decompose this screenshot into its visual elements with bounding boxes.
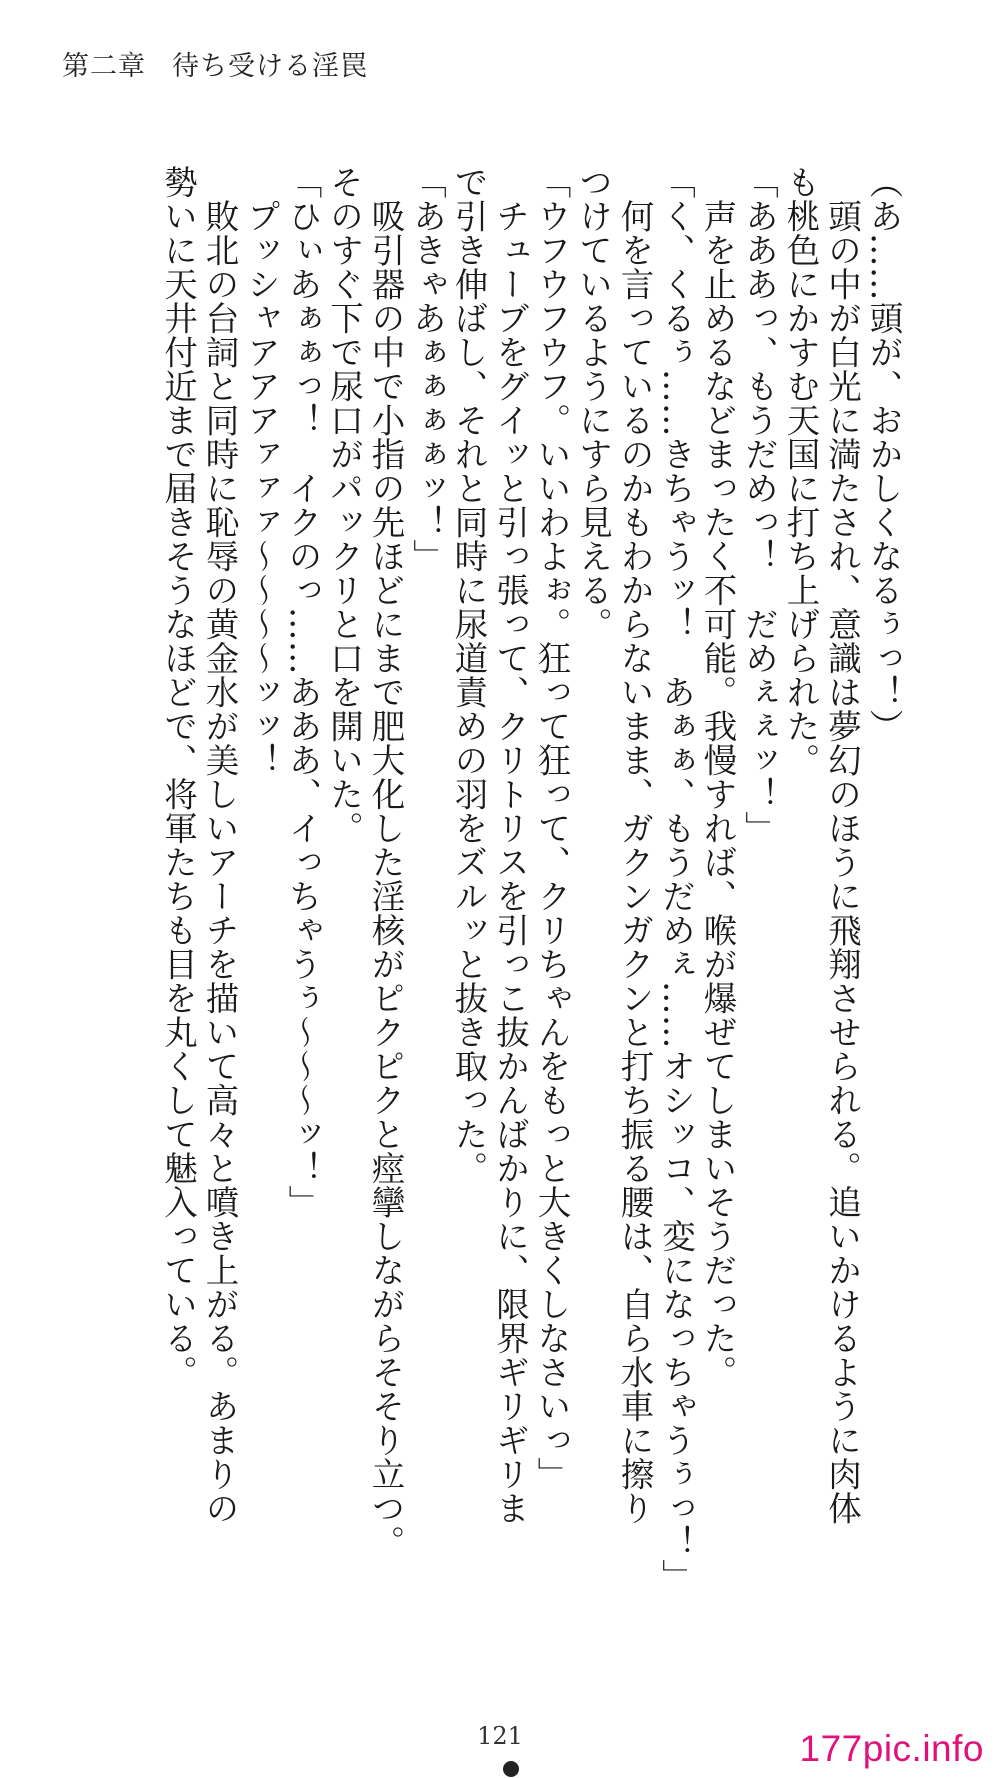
text-line: （あ……頭が、おかしくなるぅっ！） <box>864 165 903 743</box>
text-line: 「ウフウフウフ。いいわよぉ。狂って狂って、クリちゃんをもっと大きくしなさいっ」 <box>532 165 571 1491</box>
text-line: 「ひぃあぁぁっ！ イクのっ……あああ、イっちゃうぅ～～～ッ！」 <box>283 165 322 1219</box>
text-line: そのすぐ下で尿口がパックリと口を開いた。 <box>324 165 364 845</box>
watermark: 177pic.info <box>799 1728 984 1769</box>
text-line: 敗北の台詞と同時に恥辱の黄金水が美しいアーチを描いて高々と噴き上がる。あまりの <box>200 165 239 1525</box>
chapter-title: 待ち受ける淫罠 <box>172 51 368 82</box>
body-text <box>157 165 904 1593</box>
text-line: 何を言っているのかもわからないまま、ガクンガクンと打ち振る腰は、自ら水車に擦り <box>615 165 654 1525</box>
text-line: 「く、くるぅ……きちゃうッ！ あぁぁ、もうだめぇ……オシッコ、変になっちゃうぅっ！」 <box>656 165 696 1593</box>
text-line: チューブをグイッと引っ張って、クリトリスを引っこ抜かんばかりに、限界ギリギリま <box>490 165 530 1525</box>
text-line: つけているようにすら見える。 <box>573 165 613 641</box>
text-line: 「あああっ、もうだめっ！ だめぇぇッ！」 <box>739 165 779 845</box>
text-line: 「あきゃあぁぁぁぁッ！」 <box>407 165 447 573</box>
text-line: で引き伸ばし、それと同時に尿道責めの羽をズルッと抜き取った。 <box>449 165 488 1185</box>
text-line: 頭の中が白光に満たされ、意識は夢幻のほうに飛翔させられる。追いかけるように肉体 <box>822 165 862 1525</box>
text-line: 吸引器の中で小指の先ほどにまで肥大化した淫核がピクピクと痙攣しながらそそり立つ。 <box>366 165 405 1559</box>
text-line: プッシャアアアァァァ～～～～ッッ！ <box>241 165 281 777</box>
text-line: 勢いに天井付近まで届きそうなほどで、将軍たちも目を丸くして魅入っている。 <box>158 165 198 1389</box>
text-line: も桃色にかすむ天国に打ち上げられた。 <box>781 165 820 777</box>
chapter-number: 第二章 <box>62 51 146 82</box>
page-marker-dot <box>503 1761 519 1777</box>
text-line: 声を止めるなどまったく不可能。我慢すれば、喉が爆ぜてしまいそうだった。 <box>698 165 737 1389</box>
page-number: 121 <box>477 1722 523 1750</box>
running-head <box>62 44 368 83</box>
